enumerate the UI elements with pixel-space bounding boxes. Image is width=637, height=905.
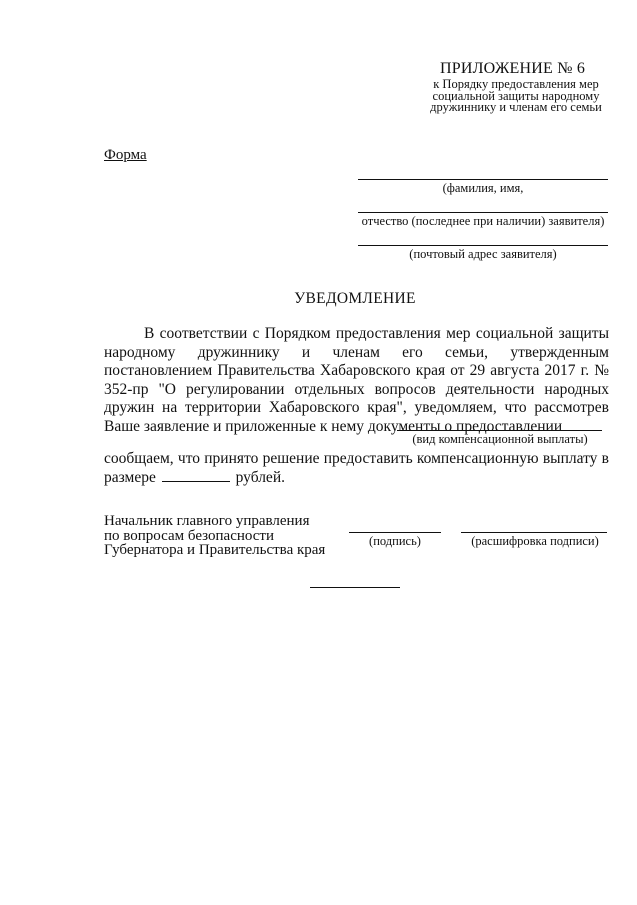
appendix-line-2: социальной защиты народному xyxy=(432,88,600,103)
document-heading: УВЕДОМЛЕНИЕ xyxy=(294,290,416,307)
signature-caption: (подпись) xyxy=(369,534,421,548)
patronymic-field-caption: отчество (последнее при наличии) заявителя) xyxy=(361,214,605,228)
address-field-caption: (почтовый адрес заявителя) xyxy=(409,247,557,261)
payment-type-caption: (вид компенсационной выплаты) xyxy=(412,432,588,446)
closing-separator xyxy=(310,587,400,588)
amount-blank xyxy=(162,469,230,482)
appendix-line-3: дружиннику и членам его семьи xyxy=(430,100,602,114)
name-field-caption: (фамилия, имя, xyxy=(442,181,524,195)
signer-position xyxy=(104,514,325,558)
decision-text-2: рублей. xyxy=(235,468,285,486)
signature-decode-line xyxy=(461,532,607,533)
address-field-line xyxy=(358,245,608,246)
signer-line-1: Начальник главного управления xyxy=(104,513,310,529)
form-label: Форма xyxy=(104,147,147,163)
decision-text-1: сообщаем, что принято решение предоставить компенсационную выплату в размере xyxy=(104,450,609,486)
name-field-line xyxy=(358,179,608,180)
body-paragraph-text: В соответствии с Порядком предоставления мер социальной защиты народному дружиннику и членам его семьи, утвержденным постановлением Правительства Хабаровского края от 29 августа 2017 г. № 352-пр "О регулировании отдельных вопросов деятельности народных дружин на территории Хабаровского края", уведомляем, что рассмотрев Ваше заявление и приложенные к нему документы о предоставлении xyxy=(104,325,609,435)
signature-decode-caption: (расшифровка подписи) xyxy=(471,534,599,548)
appendix-line-1: к Порядку предоставления мер xyxy=(433,77,599,91)
patronymic-field-line xyxy=(358,212,608,213)
appendix-subtitle xyxy=(416,79,616,114)
signature-line xyxy=(349,532,441,533)
body-paragraph xyxy=(104,325,609,436)
payment-type-line xyxy=(397,430,602,431)
decision-paragraph xyxy=(104,450,609,487)
signer-line-2: по вопросам безопасности xyxy=(104,527,274,544)
signer-line-3: Губернатора и Правительства края xyxy=(104,542,326,558)
appendix-title: ПРИЛОЖЕНИЕ № 6 xyxy=(440,60,586,77)
